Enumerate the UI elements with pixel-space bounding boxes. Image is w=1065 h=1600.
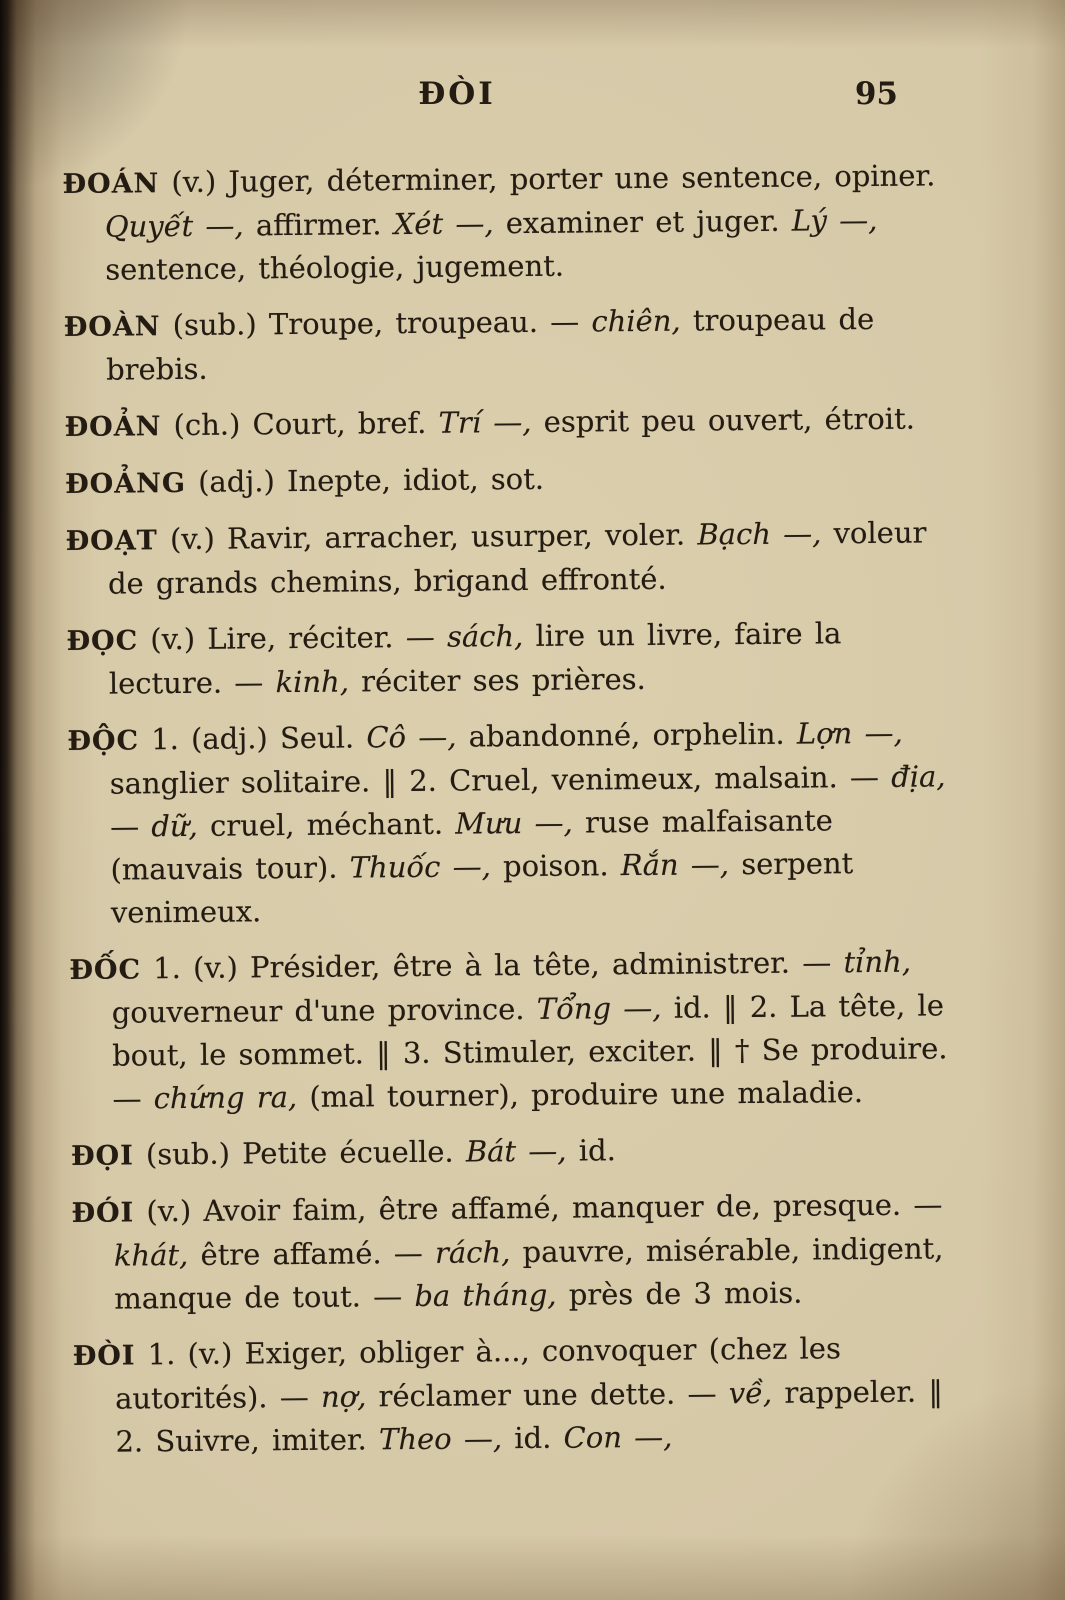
- entry-headword: ĐOÁN: [62, 168, 160, 201]
- vietnamese-term: kinh,: [275, 664, 362, 700]
- definition-text: (sub.) Troupe, troupeau. —: [160, 304, 592, 343]
- definition-text: (adj.) Inepte, idiot, sot.: [185, 461, 545, 499]
- vietnamese-term: dữ,: [151, 808, 211, 844]
- vietnamese-term: chứng ra,: [153, 1079, 310, 1116]
- definition-text: (sub.) Petite écuelle.: [133, 1134, 467, 1172]
- definition-text: affirmer.: [255, 207, 394, 243]
- vietnamese-term: Rắn —,: [620, 847, 742, 883]
- definition-text: abandonné, orphelin.: [468, 716, 798, 754]
- vietnamese-term: Tổng —,: [536, 990, 674, 1026]
- definition-text: serpent venimeux.: [110, 846, 854, 930]
- entry-headword: ĐỌC: [66, 625, 139, 658]
- dictionary-entry: [66, 611, 955, 706]
- vietnamese-term: chiên,: [591, 303, 694, 339]
- vietnamese-term: nợ,: [320, 1379, 379, 1414]
- entry-headword: ĐỘC: [67, 725, 140, 758]
- definition-text: troupeau de brebis.: [105, 301, 875, 387]
- vietnamese-term: Cô —,: [366, 719, 469, 755]
- vietnamese-term: Xét —,: [393, 206, 506, 242]
- definition-text: 1. (adj.) Seul.: [138, 720, 367, 757]
- dictionary-entry: [64, 397, 952, 449]
- vietnamese-term: Mưu —,: [455, 805, 586, 841]
- definition-text: près de 3 mois.: [568, 1275, 803, 1312]
- dictionary-entry: [62, 154, 951, 292]
- definition-text: (v.) Lire, réciter. —: [137, 619, 448, 657]
- definition-text: examiner et juger.: [505, 203, 792, 241]
- vietnamese-term: về,: [728, 1375, 785, 1411]
- entries: [62, 154, 961, 1464]
- entry-headword: ĐOẢNG: [64, 467, 187, 501]
- definition-text: 1. (v.) Exiger, obliger à..., convoquer (chez les autorités). —: [114, 1331, 842, 1416]
- definition-text: id.: [578, 1133, 616, 1168]
- vietnamese-term: Theo —,: [378, 1421, 515, 1457]
- dictionary-entry: [71, 1126, 959, 1178]
- dictionary-entry: [65, 511, 954, 606]
- vietnamese-term: tỉnh,: [843, 944, 912, 980]
- vietnamese-term: Lợn —,: [796, 715, 903, 751]
- vietnamese-term: địa,: [891, 759, 946, 794]
- page-header-word: ĐÒI: [418, 76, 496, 112]
- definition-text: —: [109, 809, 152, 844]
- definition-text: réclamer une dette. —: [378, 1376, 729, 1414]
- entry-headword: ĐÒI: [72, 1340, 136, 1372]
- definition-text: (v.) Ravir, arracher, usurper, voler.: [157, 517, 698, 557]
- vietnamese-term: sách,: [446, 618, 536, 654]
- vietnamese-term: Bạch —,: [697, 516, 834, 552]
- entry-headword: ĐỐC: [69, 954, 142, 986]
- page-header: [68, 76, 956, 120]
- definition-text: 1. (v.) Présider, être à la tête, administrer. —: [140, 945, 844, 986]
- dictionary-page: [62, 0, 956, 1464]
- definition-text: esprit peu ouvert, étroit.: [543, 401, 916, 439]
- definition-text: (v.) Juger, déterminer, porter une sentence, opiner.: [159, 158, 936, 200]
- dictionary-entry: [65, 454, 953, 506]
- definition-text: poison.: [502, 848, 621, 884]
- definition-text: ruse malfaisante (mauvais tour).: [110, 803, 833, 887]
- dictionary-entry: [64, 297, 953, 392]
- entry-headword: ĐOẢN: [64, 411, 162, 444]
- vietnamese-term: Con —,: [563, 1419, 673, 1455]
- definition-text: (v.) Avoir faim, être affamé, manquer de, presque. —: [134, 1187, 943, 1229]
- page-number: 95: [854, 76, 898, 112]
- definition-text: être affamé. —: [200, 1235, 436, 1272]
- vietnamese-term: Thuốc —,: [349, 849, 504, 885]
- definition-text: lire un livre, faire la lecture. —: [108, 616, 842, 701]
- definition-text: (ch.) Court, bref.: [161, 405, 439, 443]
- definition-text: sentence, théologie, jugement.: [105, 248, 565, 287]
- definition-text: id.: [514, 1420, 564, 1456]
- definition-text: id. ‖ 2. La tête, le bout, le sommet. ‖ 3. Stimuler, exciter. ‖ † Se produire. —: [111, 988, 948, 1116]
- vietnamese-term: Trí —,: [438, 404, 544, 440]
- entry-headword: ĐOÀN: [63, 311, 161, 344]
- entry-headword: ĐOẠT: [65, 525, 158, 558]
- dictionary-entry: [71, 1183, 960, 1321]
- vietnamese-term: Bát —,: [465, 1133, 579, 1169]
- definition-text: réciter ses prières.: [361, 661, 646, 699]
- dictionary-entry: [69, 940, 958, 1121]
- definition-text: gouverneur d'une province.: [111, 991, 537, 1030]
- vietnamese-term: khát,: [113, 1237, 201, 1273]
- definition-text: sanglier solitaire. ‖ 2. Cruel, venimeux, malsain. —: [109, 759, 892, 801]
- definition-text: voleur de grands chemins, brigand effronté.: [107, 515, 927, 601]
- definition-text: rappeler. ‖ 2. Suivre, imiter.: [115, 1374, 944, 1459]
- dictionary-entry: [73, 1326, 962, 1464]
- definition-text: cruel, méchant.: [209, 806, 456, 843]
- vietnamese-term: ba tháng,: [414, 1277, 569, 1313]
- vietnamese-term: rách,: [434, 1235, 523, 1270]
- vietnamese-term: Quyết —,: [104, 208, 257, 244]
- definition-text: pauvre, misérable, indigent, manque de tout. —: [114, 1231, 944, 1316]
- definition-text: (mal tourner), produire une maladie.: [309, 1075, 864, 1114]
- entry-headword: ĐÓI: [71, 1197, 135, 1229]
- entry-headword: ĐỌI: [70, 1140, 134, 1172]
- vietnamese-term: Lý —,: [791, 202, 878, 238]
- dictionary-entry: [67, 711, 957, 935]
